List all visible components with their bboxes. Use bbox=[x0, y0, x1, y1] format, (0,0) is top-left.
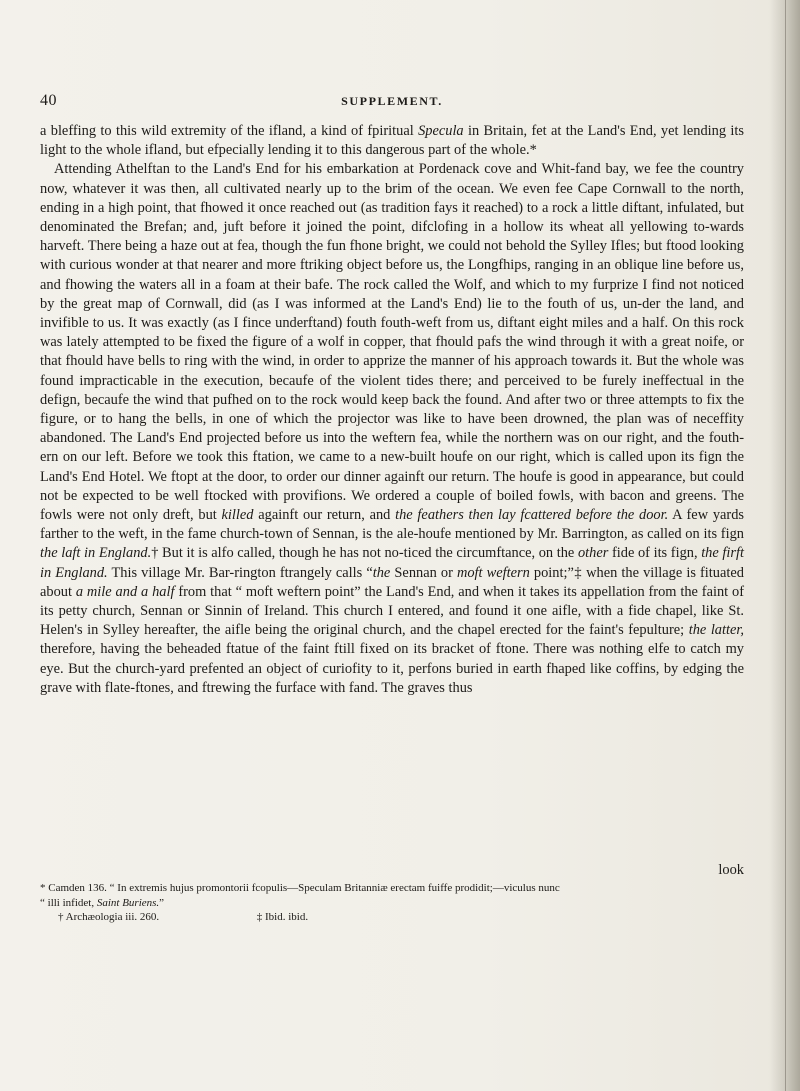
footnote-ibid: ‡ Ibid. ibid. bbox=[256, 911, 309, 923]
emphasis-the: the bbox=[372, 564, 391, 581]
body-text bbox=[40, 122, 744, 698]
paragraph-continuation bbox=[40, 122, 744, 160]
running-head bbox=[40, 92, 744, 114]
footnote-archaeologia: † Archæologia iii. 260. bbox=[58, 911, 160, 923]
running-title: SUPPLEMENT. bbox=[341, 94, 443, 108]
emphasis-most-western: moft weftern bbox=[456, 564, 530, 581]
footnote-camden-cont: “ illi infidet, Saint Buriens.” bbox=[40, 896, 165, 909]
emphasis-feathers: the feathers then lay fcattered before the door. bbox=[395, 507, 669, 524]
emphasis-specula: Specula bbox=[418, 123, 464, 139]
emphasis-other: other bbox=[577, 545, 609, 562]
footnote-camden: * Camden 136. “ In extremis hujus promontorii fcopulis—Speculam Britanniæ erectam fuiffe prodidit;—viculus nunc bbox=[40, 882, 560, 894]
page-number: 40 bbox=[40, 92, 57, 109]
footnote-row bbox=[40, 910, 760, 925]
emphasis-mile-and-half: a mile and a half bbox=[75, 583, 175, 600]
catchword: look bbox=[718, 862, 744, 878]
paragraph-text: Attending Athelftan to the Land's End for his embarkation at Pordenack cove and Whit-fand bay, we fee the country now, whatever it was then, all cultivated nearly up to the brim of the ocean. We even fee Cape Cornwall to the north, ending in a high point, that fhowed it once reached out (as tradition fays it reached) to a rock a little diftant, infulated, but denominated the Brefan; and, juft before it joined the point, difclofing in a hollow its wheat all yellowing to-wards harveft. There being a haze out at fea, though the fun fhone bright, we could not behold the Sylley Ifles; but ftood looking with curious wonder at that nearer and more ftriking object before us, the Longfhips, ranging in an oblique line before us, and fhowing the waters all in a foam at their bafe. The rock called the Wolf, and which to my furprize I find not noticed by the great map of Cornwall, did (as I was informed at the Land's End) lie to the fouth of us, un-der the land, and invifible to us. It was exactly (as I fince underftand) fouth fouth-weft from us, diftant eight miles and a half. On this rock was lately attempted to be fixed the figure of a wolf in copper, that fhould pafs the wind through it with a great noife, or that fhould have bells to ring with the wind, in order to apprize the manner of his approach towards it. But the whole was found impracticable in the execution, becaufe of the violent tides there; and perceived to be furely ineffectual in the defign, becaufe the wind that pufhed on to the rock would keep back the found. And after two or three attempts to fix the figure, or to hang the bells, in one of which the projector was like to have been drowned, the plan was of neceffity abandoned. The Land's End projected before us into the weftern fea, while the northern was on our right, and the fouth-ern on our left. Before we took this ftation, we came to a new-built houfe on our right, which is called upon its fign the Land's End Hotel. We ftopt at the door, to order our dinner againft our return. The houfe is good in appearance, but could not be expected to be well ftocked with provifions. We ordered a couple of boiled fowls, with bacon and greens. The fowls were not only dreft, but bbox=[40, 161, 744, 524]
emphasis-last-in-england: the laft in England. bbox=[40, 545, 152, 562]
emphasis-first-in-england: the firft in England. bbox=[40, 545, 744, 581]
paragraph-attending: Attending Athelftan to the Land's End for his embarkation at Pordenack cove and Whit-fand bay, we fee the country now, whatever it was then, all cultivated nearly up to the brim of the ocean. We even fee Cape Cornwall to the north, ending in a high point, that fhowed it once reached out (as tradition fays it reached) to a rock a little diftant, infulated, but denominated the Brefan; and, juft before it joined the point, difclofing in a hollow its wheat all yellowing to-wards harveft. There being a haze out at fea, though the fun fhone bright, we could not behold the Sylley Ifles; but ftood looking with curious wonder at that nearer and more ftriking object before us, the Longfhips, ranging in an oblique line before us, and fhowing the waters all in a foam at their bafe. The rock called the Wolf, and which to my furprize I find not noticed by the great map of Cornwall, did (as I was informed at the Land's End) lie to the fouth of us, un-der the land, and invifible to us. It was exactly (as I fince underftand) fouth fouth-weft from us, diftant eight miles and a half. On this rock was lately attempted to be fixed the figure of a wolf in copper, that fhould pafs the wind through it with a great noife, or that fhould have bells to ring with the wind, in order to apprize the manner of his approach towards it. But the whole was found impracticable in the execution, becaufe of the violent tides there; and perceived to be furely ineffectual in the defign, becaufe the wind that pufhed on to the rock would keep back the found. And after two or three attempts to fix the figure, or to hang the bells, in one of which the projector was like to have been drowned, the plan was of neceffity abandoned. The Land's End projected before us into the weftern fea, while the northern was on our right, and the fouth-ern on our left. Before we took this ftation, we came to a new-built houfe on our right, which is called upon its fign the Land's End Hotel. We ftopt at the door, to order our dinner againft our return. The houfe is good in appearance, but could not be expected to be well ftocked with provifions. We ordered a couple of boiled fowls, with bacon and greens. The fowls were not only dreft, but killed againft our return, and the feathers then lay fcattered before the door. A few yards farther to the weft, in the fame church-town of Sennan, is the ale-houfe mentioned by Mr. Barrington, as called on its fign the laft in England.† But it is alfo called, though he has not no-ticed the circumftance, on the other fide of its fign, the firft in England. This village Mr. Bar-rington ftrangely calls “the Sennan or moft weftern point;”‡ when the village is fituated about a mile and a half from that “ moft weftern point” the Land's End, and when it takes its appellation from the faint of its petty church, Sennan or Sinnin of Ireland. This church I entered, and found it one aifle, with a fide chapel, like St. Helen's in Sylley hereafter, the aifle being the original church, and the chapel erected for the faint's fepulture; the latter, therefore, having the beheaded ftatue of the faint ftill fixed on its bracket of ftone. There was nothing elfe to catch my eye. But the church-yard prefented an object of curiofity to it, perfons buried in earth fhaped like coffins, by edging the grave with flate-ftones, and ftrewing the furface with fand. The graves thus bbox=[40, 161, 745, 696]
emphasis-killed: killed bbox=[221, 507, 254, 524]
footnotes bbox=[40, 881, 760, 925]
page-edge-line bbox=[785, 0, 786, 1091]
paragraph-text: in Britain, fet at the Land's End, yet lending its light to the whole ifland, but efpecially lending it to this dangerous part of the whole.* bbox=[40, 123, 744, 159]
paragraph-text: a bleffing to this wild extremity of the ifland, a kind of fpiritual bbox=[40, 123, 419, 139]
emphasis-the-latter: the latter, bbox=[688, 622, 744, 639]
